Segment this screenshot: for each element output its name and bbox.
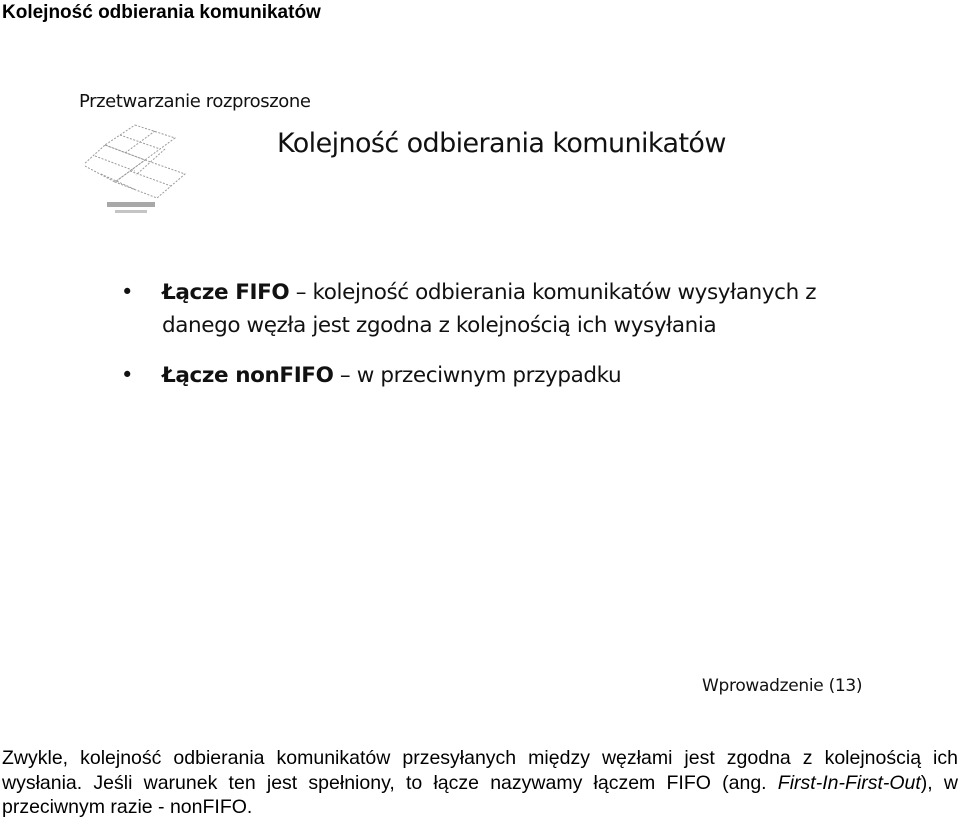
body-italic-term: First-In-First-Out bbox=[777, 771, 921, 794]
bullet-text: – w przeciwnym przypadku bbox=[333, 363, 622, 388]
slide-header: Przetwarzanie rozproszone bbox=[79, 91, 311, 112]
body-paragraph bbox=[2, 746, 958, 820]
bullet-marker: • bbox=[120, 363, 134, 388]
slide-title: Kolejność odbierania komunikatów bbox=[277, 128, 726, 159]
bullet-marker: • bbox=[120, 280, 134, 305]
grid-perspective-logo-icon bbox=[85, 120, 200, 220]
slide bbox=[60, 80, 900, 720]
bullet-list bbox=[120, 276, 840, 392]
bullet-term: Łącze FIFO bbox=[162, 280, 290, 305]
bullet-item-fifo bbox=[120, 276, 840, 342]
bullet-item-nonfifo bbox=[120, 359, 840, 392]
bullet-text: – kolejność odbierania komunikatów wysyłanych z danego węzła jest zgodna z kolejnością ich wysyłania bbox=[162, 280, 817, 338]
body-text-start: Zwykle, kolejność odbierania komunikatów przesyłanych między węzłami jest zgodna z kolejnością ich wysłania. Jeśli warunek ten jest spełniony, to łącze nazywamy łączem FIFO (ang. bbox=[2, 747, 958, 794]
body-text-end: ), w przeciwnym razie - nonFIFO. bbox=[2, 771, 958, 818]
document-heading: Kolejność odbierania komunikatów bbox=[2, 2, 321, 23]
slide-footer: Wprowadzenie (13) bbox=[702, 676, 863, 696]
bullet-term: Łącze nonFIFO bbox=[162, 363, 334, 388]
